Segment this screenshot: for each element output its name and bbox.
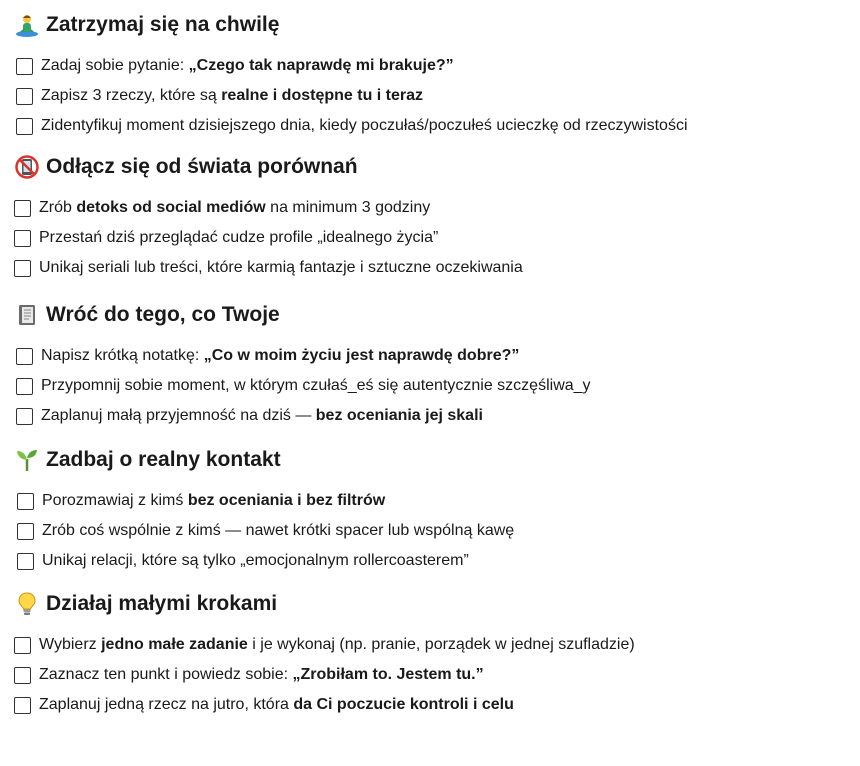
section-title: Działaj małymi krokami	[46, 592, 278, 615]
section-heading-small-steps	[14, 591, 277, 617]
checklist-item	[17, 492, 385, 510]
section-heading-pause	[14, 12, 279, 38]
item-text: Zadaj sobie pytanie:	[41, 57, 189, 74]
item-text-bold: bez oceniania i bez filtrów	[187, 492, 386, 509]
section-title: Odłącz się od świata porównań	[46, 155, 358, 178]
checklist-item	[16, 407, 483, 425]
item-text: na minimum 3 godziny	[265, 199, 431, 216]
item-text: Zaplanuj jedną rzecz na jutro, która	[39, 696, 294, 713]
section-heading-disconnect	[14, 154, 358, 180]
item-text: Wybierz	[39, 636, 102, 653]
checkbox[interactable]	[14, 697, 31, 714]
checkbox[interactable]	[14, 200, 31, 217]
item-text: Zaznacz ten punkt i powiedz sobie:	[39, 666, 293, 683]
section-title: Zadbaj o realny kontakt	[46, 448, 281, 471]
checklist-item	[16, 87, 423, 105]
checkbox[interactable]	[16, 348, 33, 365]
item-text-bold: detoks od social mediów	[76, 199, 266, 216]
checklist-item	[14, 636, 635, 654]
item-text: Unikaj seriali lub treści, które karmią fantazje i sztuczne oczekiwania	[39, 259, 523, 276]
checklist-item	[14, 229, 438, 247]
item-text: Zrób coś wspólnie z kimś — nawet krótki spacer lub wspólną kawę	[42, 522, 515, 539]
item-text-bold: jedno małe zadanie	[101, 636, 248, 653]
item-text: Napisz krótką notatkę:	[41, 347, 204, 364]
item-text: Przypomnij sobie moment, w którym czułaś_eś się autentycznie szczęśliwa_y	[41, 377, 591, 394]
checklist-item	[16, 117, 688, 135]
checklist-item	[16, 57, 454, 75]
checkbox[interactable]	[17, 493, 34, 510]
checkbox[interactable]	[14, 667, 31, 684]
checkbox[interactable]	[14, 637, 31, 654]
checklist-item	[14, 259, 523, 277]
checklist-item	[14, 666, 484, 684]
meditating-person-icon	[14, 12, 40, 38]
item-text: Unikaj relacji, które są tylko „emocjonalnym rollercoasterem”	[42, 552, 469, 569]
checklist-item	[16, 347, 519, 365]
item-text: Porozmawiaj z kimś	[42, 492, 188, 509]
item-text-bold: da Ci poczucie kontroli i celu	[293, 696, 514, 713]
checkbox[interactable]	[14, 230, 31, 247]
item-text-bold: „Czego tak naprawdę mi brakuje?”	[188, 57, 454, 74]
item-text: Zrób	[39, 199, 77, 216]
item-text-bold: „Co w moim życiu jest naprawdę dobre?”	[203, 347, 520, 364]
checkbox[interactable]	[16, 88, 33, 105]
item-text: Przestań dziś przeglądać cudze profile „idealnego życia”	[39, 229, 439, 246]
checkbox[interactable]	[16, 408, 33, 425]
checklist-item	[14, 696, 514, 714]
item-text: i je wykonaj (np. pranie, porządek w jednej szufladzie)	[247, 636, 635, 653]
seedling-icon	[14, 447, 40, 473]
checklist-item	[17, 552, 469, 570]
light-bulb-icon	[14, 591, 40, 617]
no-mobile-phones-icon	[14, 154, 40, 180]
section-heading-contact	[14, 447, 281, 473]
checkbox[interactable]	[16, 378, 33, 395]
checkbox[interactable]	[16, 118, 33, 135]
checklist-item	[17, 522, 514, 540]
checkbox[interactable]	[17, 523, 34, 540]
checklist-item	[14, 199, 430, 217]
checklist-item	[16, 377, 591, 395]
checkbox[interactable]	[17, 553, 34, 570]
item-text-bold: bez oceniania jej skali	[315, 407, 483, 424]
section-heading-return	[14, 302, 280, 328]
item-text-bold: realne i dostępne tu i teraz	[221, 87, 424, 104]
checkbox[interactable]	[14, 260, 31, 277]
item-text: Zapisz 3 rzeczy, które są	[41, 87, 222, 104]
item-text: Zaplanuj małą przyjemność na dziś —	[41, 407, 316, 424]
item-text: Zidentyfikuj moment dzisiejszego dnia, kiedy poczułaś/poczułeś ucieczkę od rzeczywistości	[41, 117, 688, 134]
item-text-bold: „Zrobiłam to. Jestem tu.”	[292, 666, 484, 683]
notebook-icon	[14, 302, 40, 328]
section-title: Wróć do tego, co Twoje	[46, 303, 280, 326]
checkbox[interactable]	[16, 58, 33, 75]
section-title: Zatrzymaj się na chwilę	[46, 13, 280, 36]
